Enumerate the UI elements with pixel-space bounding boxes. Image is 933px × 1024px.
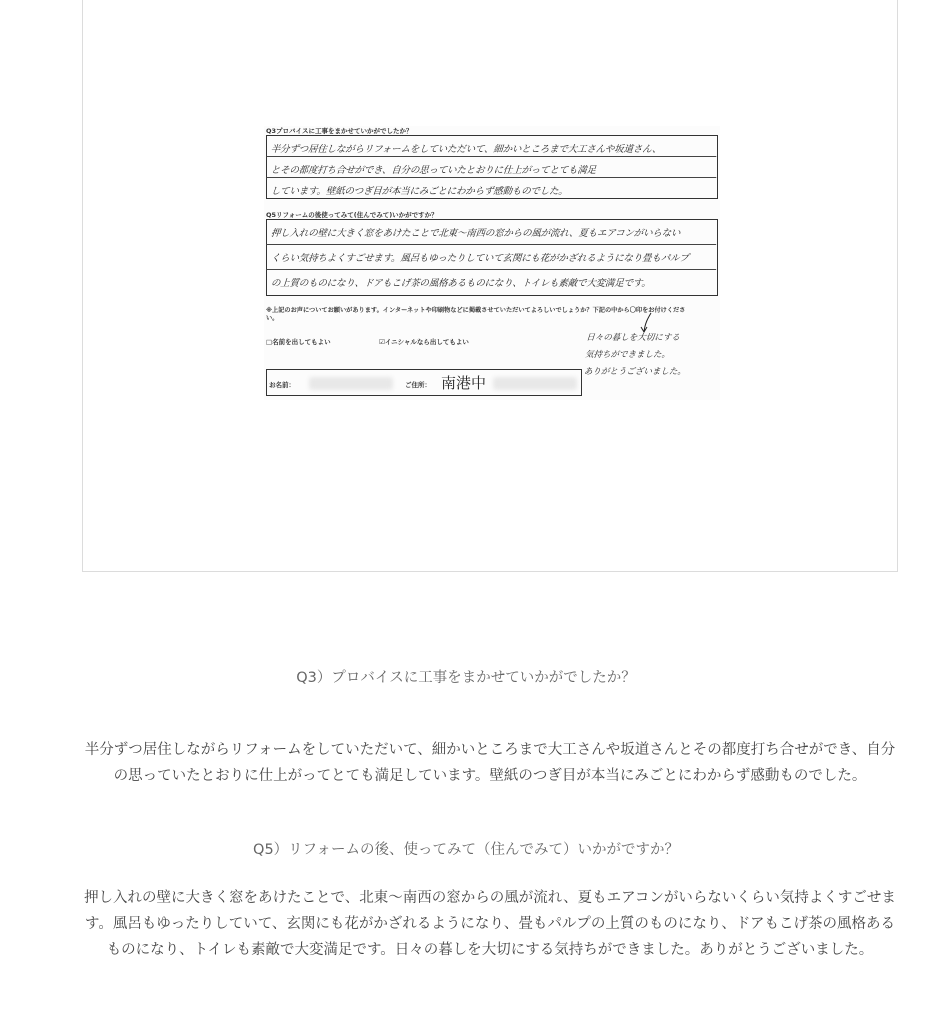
q3-heading: Q3）プロバイスに工事をまかせていかがでしたか？ (296, 670, 636, 686)
scan-handwritten-note (583, 330, 689, 381)
redacted-address (493, 377, 577, 390)
scan-q3-label: Q3プロバイスに工事をまかせていかがでしたか？ (266, 127, 413, 135)
scan-note-line: ありがとうございました。 (583, 367, 687, 377)
scan-address-handwritten: 南港中 (441, 374, 487, 392)
q5-heading: Q5）リフォームの後、使ってみて（住んでみて）いかがですか？ (253, 842, 679, 858)
scan-q3-line: とその都度打ち合せができ、自分の思っていたとおりに仕上がってとても満足 (266, 157, 717, 178)
scan-q3-line: 半分ずつ居住しながらリフォームをしていただいて、細かいところまで大工さんや坂道さん、 (266, 136, 717, 157)
scanned-survey-card (264, 126, 720, 400)
scan-signature-box (266, 369, 582, 396)
survey-image-frame (82, 0, 898, 572)
scan-q3-answer-box (266, 135, 718, 199)
scan-q5-line: 押し入れの壁に大きく窓をあけたことで北東〜南西の窓からの風が流れ、夏もエアコンがいらない (266, 220, 718, 245)
scan-q5-label: Q5リフォームの後使ってみて(住んでみて)いかがですか？ (266, 211, 438, 219)
q5-answer: 押し入れの壁に大きく窓をあけたことで、北東〜南西の窓からの風が流れ、夏もエアコンがいらないくらい気持よくすごせます。風呂もゆったりしていて、玄関にも花がかざれるようになり、畳もパルプの上質のものになり、ドアもこげ茶の風格あるものになり、トイレも素敵で大変満足です。日々の暮しを大切にする気持ちができました。ありがとうございました。 (84, 890, 896, 958)
scan-consent-text: ※上記のお声についてお願いがあります。インターネットや印刷物などに掲載させていただいてよろしいでしょうか？下記の中から〇印をお付けください。 (266, 307, 686, 322)
scan-option-initial: ☑イニシャルなら出してもよい (379, 338, 469, 346)
scan-option-name: □名前を出してもよい (266, 338, 331, 346)
scan-q5-line: くらい気持ちよくすごせます。風呂もゆったりしていて玄関にも花がかざれるようになり畳もパルプ (266, 245, 718, 270)
redacted-name (309, 377, 393, 390)
q3-answer: 半分ずつ居住しながらリフォームをしていただいて、細かいところまで大工さんや坂道さんとその都度打ち合せができ、自分の思っていたとおりに仕上がってとても満足しています。壁紙のつぎ目が本当にみごとにわからず感動ものでした。 (84, 742, 896, 784)
scan-address-label: ご住所： (405, 381, 431, 389)
scan-name-label: お名前： (269, 381, 295, 389)
scan-q3-line: しています。壁紙のつぎ目が本当にみごとにわからず感動ものでした。 (270, 186, 569, 197)
scan-q5-answer-box (266, 219, 718, 296)
scan-note-line: 気持ちができました。 (584, 350, 671, 360)
scan-q5-line: の上質のものになり、ドアもこげ茶の風格あるものになり、トイレも素敵で大変満足です。 (270, 278, 652, 289)
scan-note-line: 日々の暮しを大切にする (585, 333, 681, 343)
